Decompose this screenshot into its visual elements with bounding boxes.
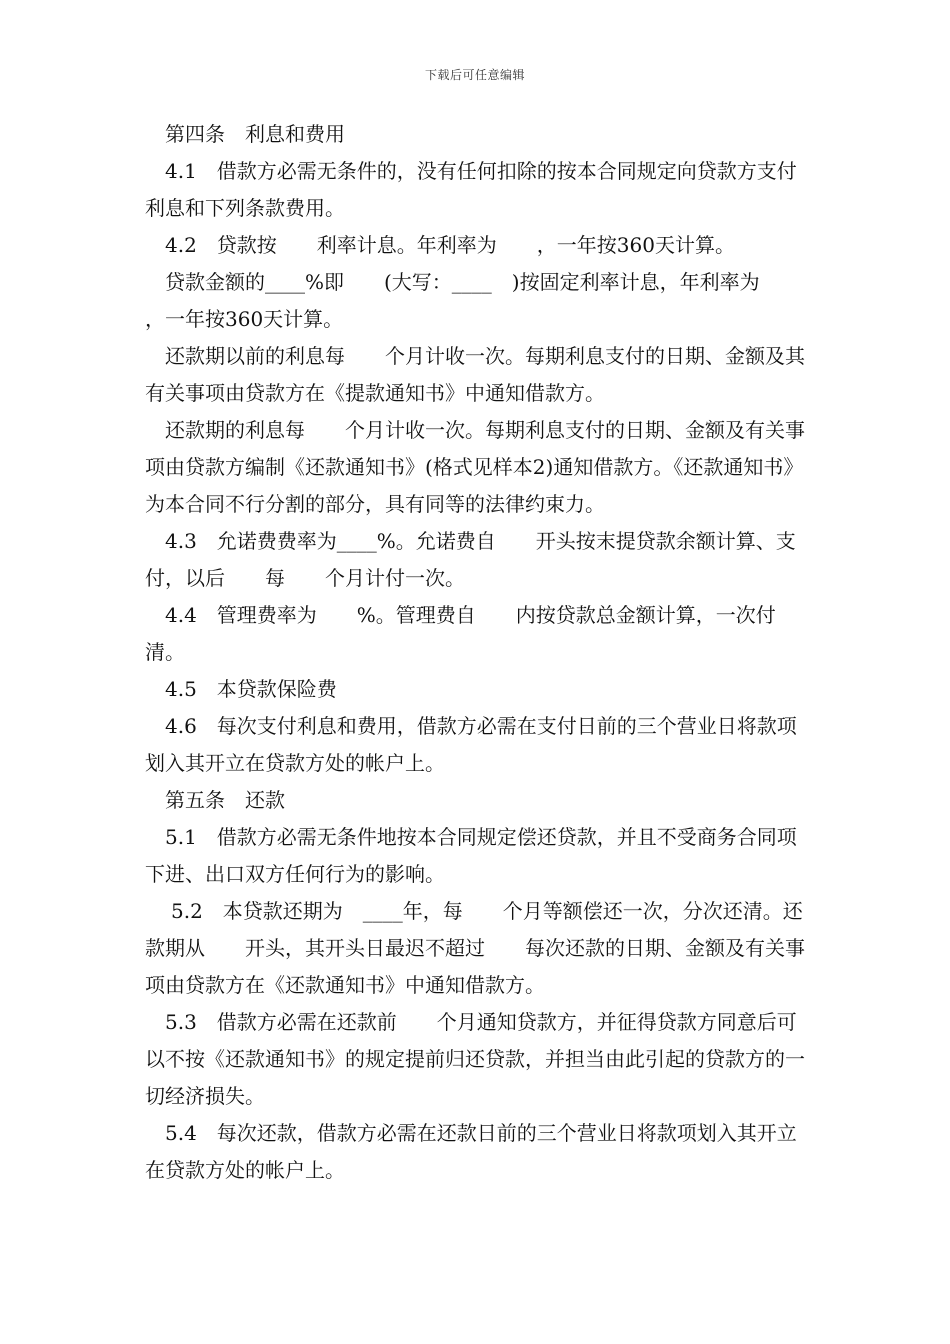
article-5-heading: 第五条 还款 <box>165 788 285 812</box>
clause-5-1: 5.1 借款方必需无条件地按本合同规定偿还贷款，并且不受商务合同项下进、出口双方任何行为的影响。 <box>145 825 797 886</box>
clause-4-2-fixed-rate: 贷款金额的____%即 (大写：____ )按固定利率计息，年利率为 ，一年按360天计算。 <box>145 270 800 331</box>
clause-5-2: 5.2 本贷款还期为 ____年，每 个月等额偿还一次，分次还清。还款期从 开头，其开头日最迟不超过 每次还款的日期、金额及有关事项由贷款方在《还款通知书》中通知借款方。 <box>145 899 805 997</box>
clause-4-6: 4.6 每次支付利息和费用，借款方必需在支付日前的三个营业日将款项划入其开立在贷款方处的帐户上。 <box>145 714 797 775</box>
document-body <box>145 116 815 1189</box>
clause-4-2-repayment-interest: 还款期的利息每 个月计收一次。每期利息支付的日期、金额及有关事项由贷款方编制《还款通知书》(格式见样本2)通知借款方。《还款通知书》为本合同不行分割的部分，具有同等的法律约束力。 <box>145 418 805 516</box>
clause-4-2-pre-repayment-interest: 还款期以前的利息每 个月计收一次。每期利息支付的日期、金额及其有关事项由贷款方在《提款通知书》中通知借款方。 <box>145 344 805 405</box>
page-header: 下载后可任意编辑 <box>424 68 525 82</box>
clause-4-1: 4.1 借款方必需无条件的，没有任何扣除的按本合同规定向贷款方支付利息和下列条款费用。 <box>145 159 797 220</box>
clause-4-4: 4.4 管理费率为 %。管理费自 内按贷款总金额计算，一次付清。 <box>145 603 776 664</box>
clause-4-2: 4.2 贷款按 利率计息。年利率为 ，一年按360天计算。 <box>165 233 735 257</box>
article-4-heading: 第四条 利息和费用 <box>165 122 345 146</box>
clause-5-4: 5.4 每次还款，借款方必需在还款日前的三个营业日将款项划入其开立在贷款方处的帐户上。 <box>145 1121 797 1182</box>
clause-4-5: 4.5 本贷款保险费 <box>165 677 337 701</box>
clause-5-3: 5.3 借款方必需在还款前 个月通知贷款方，并征得贷款方同意后可以不按《还款通知书》的规定提前归还贷款，并担当由此引起的贷款方的一切经济损失。 <box>145 1010 805 1108</box>
clause-4-3: 4.3 允诺费费率为____%。允诺费自 开头按末提贷款余额计算、支付，以后 每 个月计付一次。 <box>145 529 796 590</box>
